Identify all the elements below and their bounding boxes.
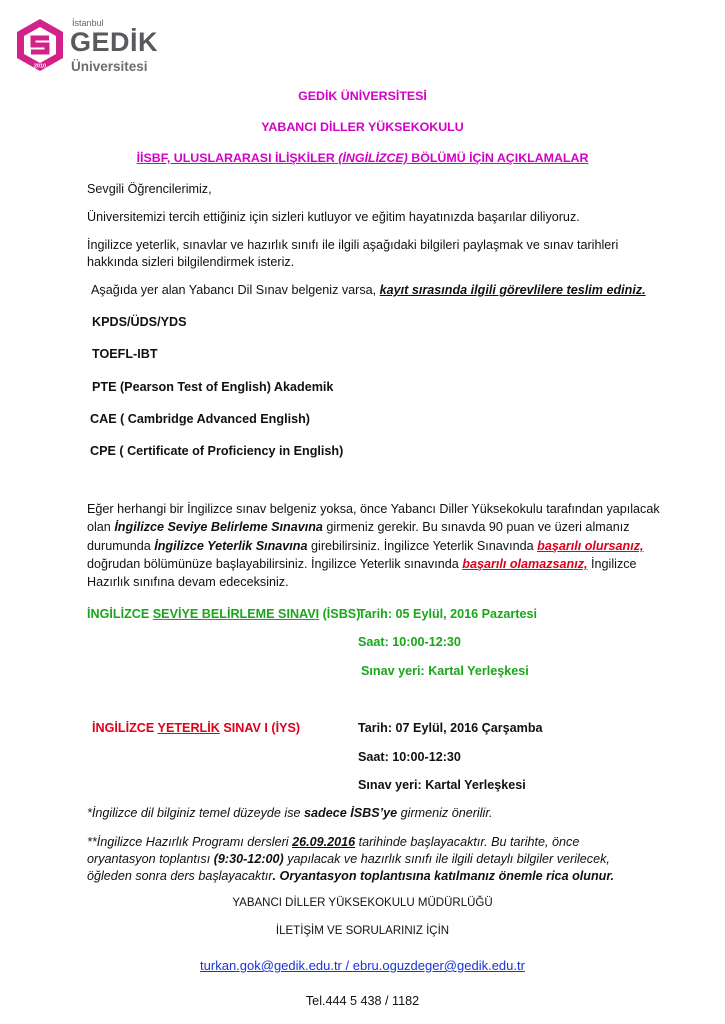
- info-line-3: durumunda İngilizce Yeterlik Sınavına girebilirsiniz. İngilizce Yeterlik Sınavında başarılı olursanız,: [87, 539, 644, 553]
- exam-item-kpds: KPDS/ÜDS/YDS: [92, 315, 187, 329]
- exam-item-pte: PTE (Pearson Test of English) Akademik: [92, 380, 334, 394]
- isbs-time: Saat: 10:00-12:30: [358, 635, 461, 649]
- exam-item-toefl: TOEFL-IBT: [92, 347, 158, 361]
- note-2-line-2: oryantasyon toplantısı (9:30-12:00) yapılacak ve hazırlık sınıfı ile ilgili detaylı bilgiler verilecek,: [87, 852, 610, 866]
- info-line-5: Hazırlık sınıfına devam edeceksiniz.: [87, 575, 289, 589]
- isbs-place: Sınav yeri: Kartal Yerleşkesi: [361, 664, 529, 678]
- gedik-emblem-icon: [14, 17, 66, 73]
- info-line-4: doğrudan bölümünüze başlayabilirsiniz. İngilizce Yeterlik sınavında başarılı olamazsanız, İngilizce: [87, 557, 637, 571]
- footer-contact: İLETİŞİM VE SORULARINIZ İÇİN: [275, 925, 450, 937]
- logo-name: GEDİK: [70, 27, 159, 57]
- intro-paragraph-3: Aşağıda yer alan Yabancı Dil Sınav belgeniz varsa, kayıt sırasında ilgili görevlilere teslim ediniz.: [91, 283, 646, 297]
- header-line-2: YABANCI DİLLER YÜKSEKOKULU: [261, 120, 464, 134]
- info-line-2: olan İngilizce Seviye Belirleme Sınavına girmeniz gerekir. Bu sınavda 90 puan ve üzeri almanız: [87, 520, 630, 534]
- greeting: Sevgili Öğrencilerimiz,: [87, 182, 212, 196]
- info-line-1: Eğer herhangi bir İngilizce sınav belgeniz yoksa, önce Yabancı Diller Yüksekokulu tarafından yapılacak: [87, 502, 660, 516]
- iys-date: Tarih: 07 Eylül, 2016 Çarşamba: [358, 721, 543, 735]
- note-1: *İngilizce dil bilginiz temel düzeyde ise sadece İSBS’ye girmeniz önerilir.: [87, 806, 493, 820]
- email-link-ebru[interactable]: ebru.oguzdeger@gedik.edu.tr: [352, 958, 525, 973]
- intro-paragraph-2-line-1: İngilizce yeterlik, sınavlar ve hazırlık sınıfı ile ilgili aşağıdaki bilgileri paylaşmak ve sınav tarihleri: [87, 238, 619, 252]
- university-logo: [14, 17, 159, 77]
- footer-emails: [0, 958, 725, 973]
- emblem-year: 2010: [33, 63, 47, 70]
- footer-phone: Tel.444 5 438 / 1182: [305, 994, 420, 1008]
- exam-item-cae: CAE ( Cambridge Advanced English): [90, 412, 310, 426]
- intro-paragraph-1: Üniversitemizi tercih ettiğiniz için sizleri kutluyor ve eğitim hayatınızda başarılar diliyoruz.: [87, 210, 580, 224]
- logo-subtitle: Üniversitesi: [71, 59, 148, 74]
- isbs-title: İNGİLİZCE SEVİYE BELİRLEME SINAVI (İSBS): [87, 607, 361, 621]
- footer-department: YABANCI DİLLER YÜKSEKOKULU MÜDÜRLÜĞÜ: [232, 897, 493, 909]
- iys-title: İNGİLİZCE YETERLİK SINAV I (İYS): [92, 721, 301, 735]
- logo-top-text: İstanbul: [72, 18, 104, 28]
- iys-time: Saat: 10:00-12:30: [358, 750, 461, 764]
- header-line-1: GEDİK ÜNİVERSİTESİ: [298, 89, 427, 103]
- isbs-date: Tarih: 05 Eylül, 2016 Pazartesi: [358, 607, 537, 621]
- iys-place: Sınav yeri: Kartal Yerleşkesi: [358, 778, 526, 792]
- email-separator: /: [341, 958, 353, 973]
- intro-paragraph-2-line-2: hakkında sizleri bilgilendirmek isteriz.: [87, 255, 295, 269]
- header-line-3: İİSBF, ULUSLARARASI İLİŞKİLER (İNGİLİZCE) BÖLÜMÜ İÇİN AÇIKLAMALAR: [136, 151, 589, 165]
- exam-item-cpe: CPE ( Certificate of Proficiency in English): [90, 444, 344, 458]
- note-2-line-3: öğleden sonra ders başlayacaktır. Oryantasyon toplantısına katılmanız önemle rica olunur.: [87, 869, 615, 883]
- email-link-turkan[interactable]: turkan.gok@gedik.edu.tr: [200, 958, 342, 973]
- note-2-line-1: **İngilizce Hazırlık Programı dersleri 26.09.2016 tarihinde başlayacaktır. Bu tarihte, önce: [87, 835, 580, 849]
